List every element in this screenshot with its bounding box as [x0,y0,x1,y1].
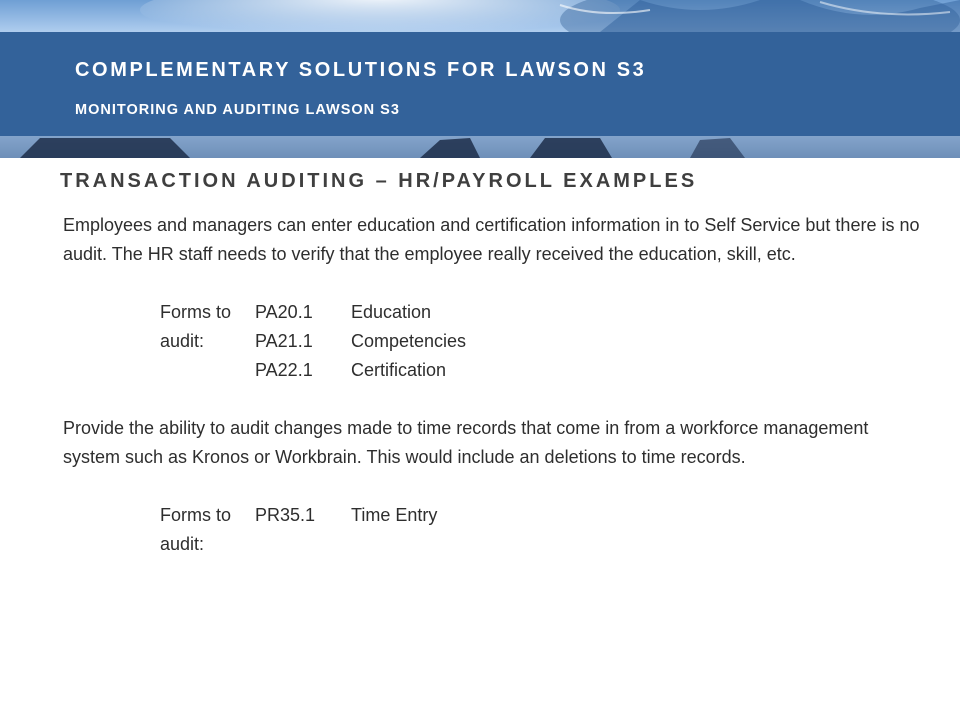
paragraph-self-service: Employees and managers can enter education and certification information in to Self Service but there is no audit. The HR staff needs to verify that the employee really received the education, skill, etc. [63,215,920,264]
spacer [63,385,923,414]
slide-title: TRANSACTION AUDITING – HR/PAYROLL EXAMPLES [60,170,698,192]
spacer [63,472,923,501]
forms-label: Forms to audit: [160,505,232,554]
forms-row [63,501,923,554]
forms-label: Forms to audit: [160,302,232,351]
form-name: Time Entry [351,505,438,525]
form-name: Certification [351,360,447,380]
presentation-subtitle: MONITORING AND AUDITING LAWSON S3 [75,102,400,118]
form-code: PA20.1 [255,302,313,322]
forms-row [63,356,923,385]
form-code: PR35.1 [255,505,316,525]
form-code: PA22.1 [255,360,313,380]
form-name: Competencies [351,331,467,351]
form-name: Education [351,302,432,322]
paragraph-time-records: Provide the ability to audit changes made to time records that come in from a workforce management system such as Kronos or Workbrain. This would include an deletions to time records. [63,418,869,467]
form-code: PA21.1 [255,331,313,351]
title-band [0,32,960,136]
slide-body [63,211,923,554]
presentation-title: COMPLEMENTARY SOLUTIONS FOR LAWSON S3 [75,59,647,81]
forms-label-empty [63,356,255,385]
spacer [63,269,923,298]
forms-row [63,327,923,356]
forms-label-empty [63,327,255,356]
